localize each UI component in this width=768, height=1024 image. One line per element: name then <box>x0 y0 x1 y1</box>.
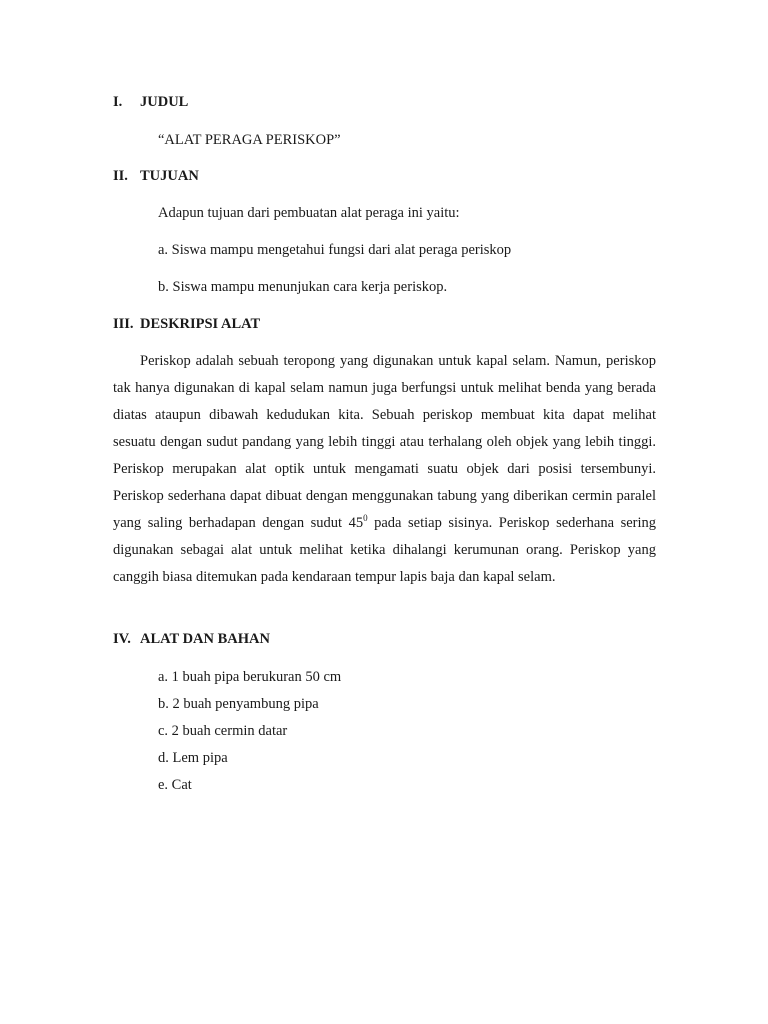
list-item: e. Cat <box>158 777 192 793</box>
section-heading-tujuan <box>113 168 199 185</box>
list-item: d. Lem pipa <box>158 750 228 766</box>
section-number: III. <box>113 316 134 332</box>
list-item: b. 2 buah penyambung pipa <box>158 696 319 712</box>
paragraph-text-part2: pada setiap sisinya. Periskop sederhana sering digunakan sebagai alat untuk melihat ketika dihalangi kerumunan orang. Periskop yang canggih biasa ditemukan pada kendaraan tempur lapis baja dan kapal selam. <box>113 515 657 585</box>
deskripsi-paragraph <box>113 348 656 591</box>
section-number: II. <box>113 168 128 184</box>
degree-superscript: 0 <box>363 513 368 523</box>
list-item: a. Siswa mampu mengetahui fungsi dari alat peraga periskop <box>158 242 512 258</box>
section-heading-judul <box>113 94 188 111</box>
section-heading-alat-bahan <box>113 631 270 648</box>
section-heading-deskripsi <box>113 316 260 333</box>
section-title: TUJUAN <box>140 168 199 184</box>
section-title: DESKRIPSI ALAT <box>140 316 261 332</box>
section-number: IV. <box>113 631 131 647</box>
list-item: c. 2 buah cermin datar <box>158 723 288 739</box>
section-number: I. <box>113 94 123 110</box>
list-item: a. 1 buah pipa berukuran 50 cm <box>158 669 342 685</box>
list-item: b. Siswa mampu menunjukan cara kerja periskop. <box>158 279 448 295</box>
tujuan-intro: Adapun tujuan dari pembuatan alat peraga ini yaitu: <box>158 205 460 221</box>
section-title: JUDUL <box>140 94 189 110</box>
paragraph-text-part1: Periskop adalah sebuah teropong yang digunakan untuk kapal selam. Namun, periskop tak hanya digunakan di kapal selam namun juga berfungsi untuk melihat benda yang berada diatas ataupun dibawah kedudukan kita. Sebuah periskop membuat kita dapat melihat sesuatu dengan sudut pandang yang lebih tinggi atau terhalang oleh objek yang lebih tinggi. Periskop merupakan alat optik untuk mengamati suatu objek dari posisi tersembunyi. Periskop sederhana dapat dibuat dengan menggunakan tabung yang diberikan cermin paralel yang saling berhadapan dengan sudut 45 <box>113 353 656 531</box>
section-title: ALAT DAN BAHAN <box>140 631 270 647</box>
judul-text: “ALAT PERAGA PERISKOP” <box>158 132 341 148</box>
